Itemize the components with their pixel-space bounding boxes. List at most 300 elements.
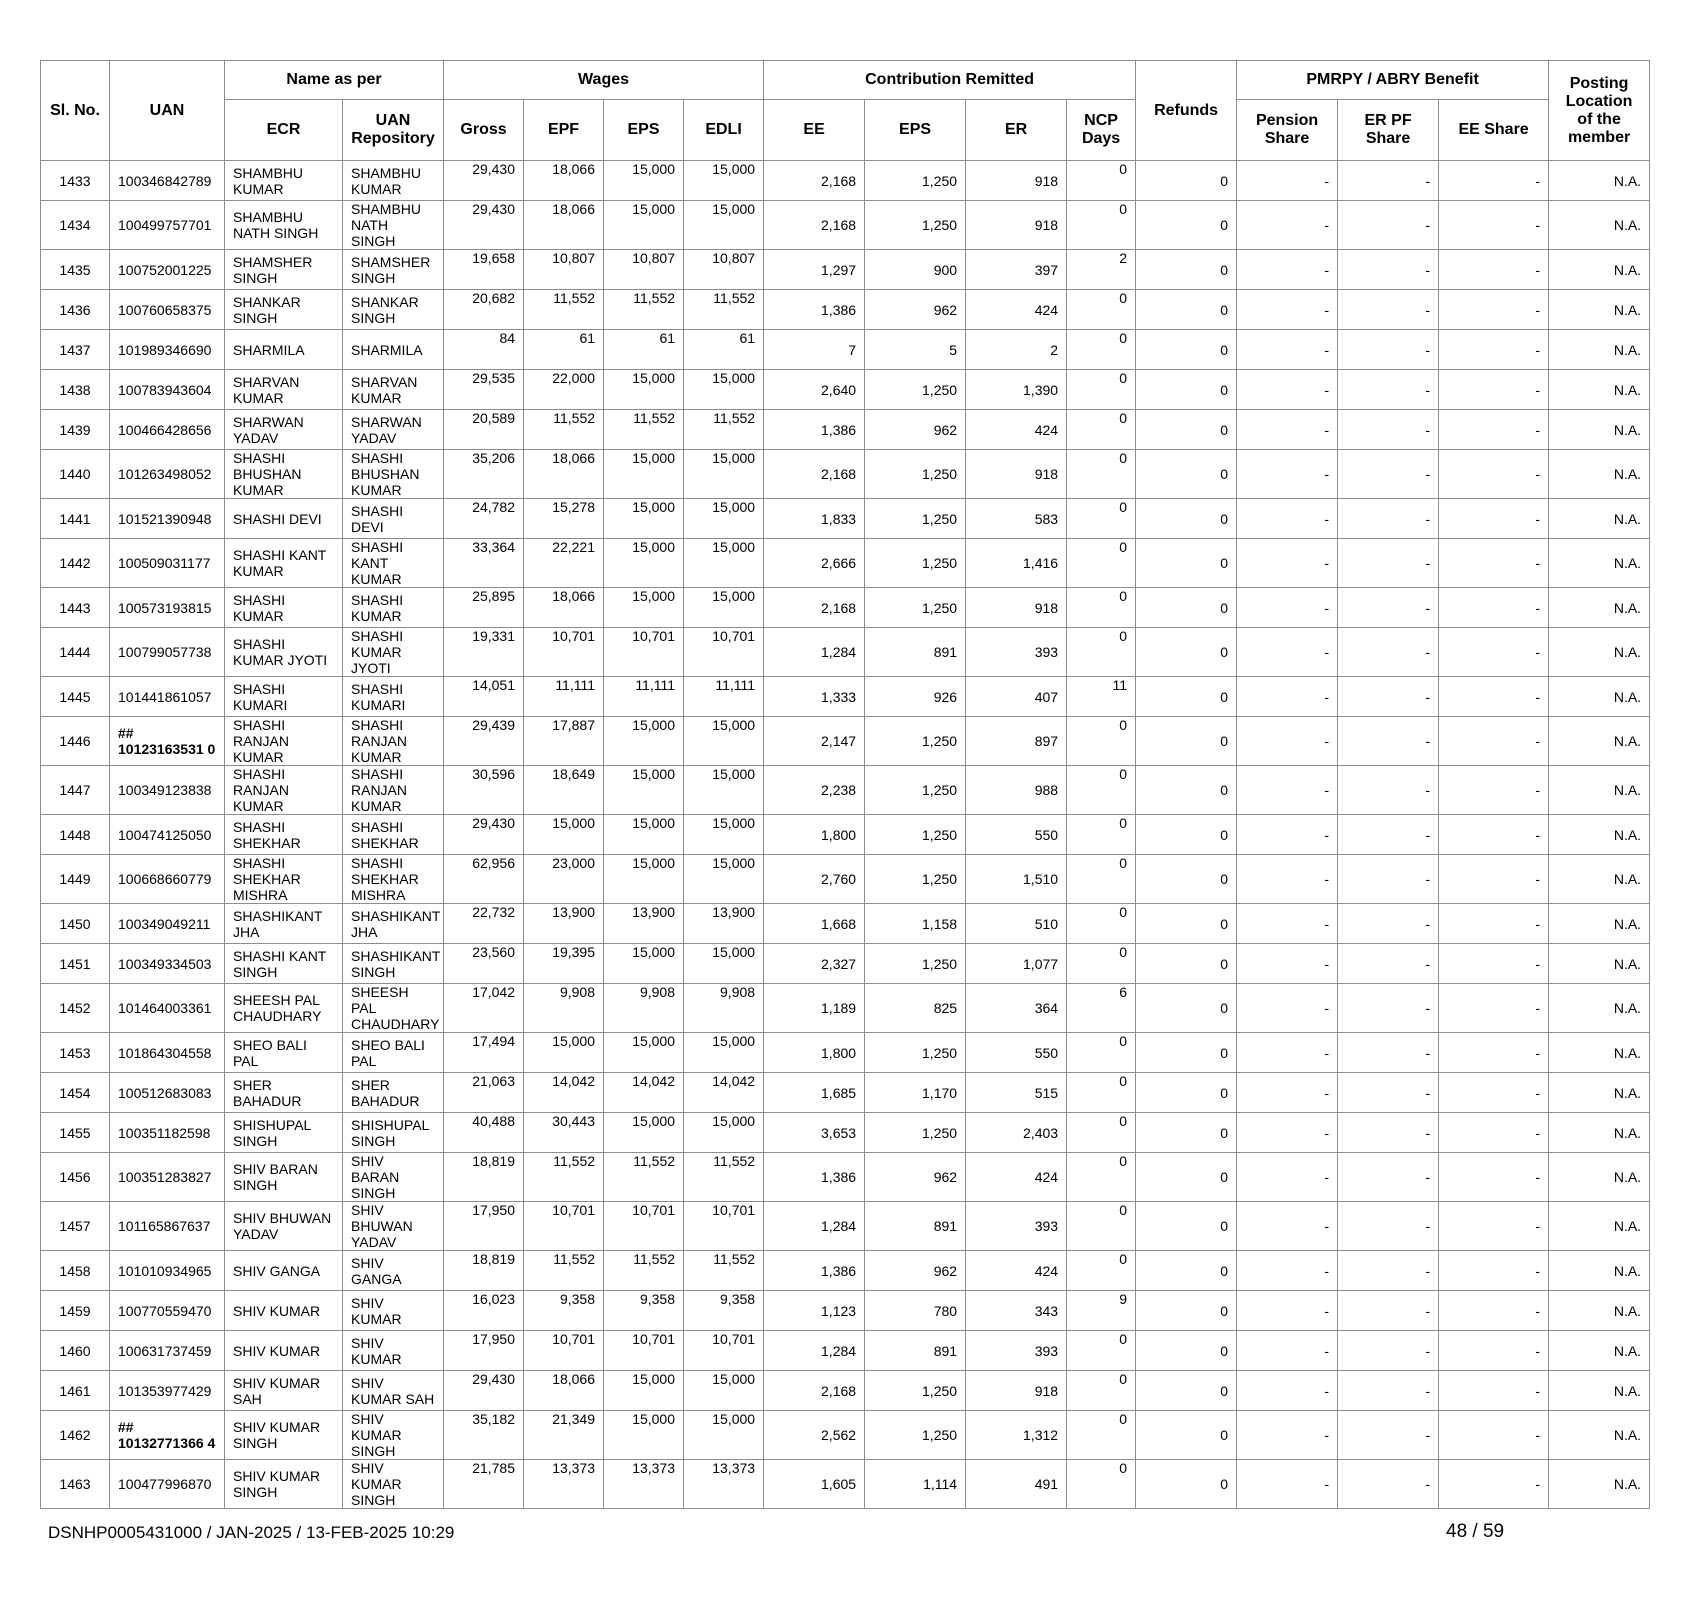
cell-sl-no: 1456 [41, 1153, 110, 1202]
cell-ee-share: - [1439, 1460, 1549, 1509]
cell-ncp-days: 11 [1067, 677, 1136, 717]
cell-posting-location: N.A. [1549, 1331, 1650, 1371]
cell-uan: 100573193815 [110, 588, 225, 628]
cell-epf: 10,701 [524, 628, 604, 677]
cell-refunds: 0 [1136, 201, 1237, 250]
cell-epf: 15,000 [524, 1033, 604, 1073]
cell-contribution-eps: 1,250 [865, 944, 966, 984]
cell-uan: 101010934965 [110, 1251, 225, 1291]
cell-pension-share: - [1237, 1113, 1338, 1153]
cell-epf: 14,042 [524, 1073, 604, 1113]
cell-eps: 15,000 [604, 201, 684, 250]
cell-refunds: 0 [1136, 1251, 1237, 1291]
cell-eps: 14,042 [604, 1073, 684, 1113]
cell-gross: 29,430 [444, 201, 524, 250]
cell-ncp-days: 9 [1067, 1291, 1136, 1331]
cell-er: 510 [966, 904, 1067, 944]
cell-refunds: 0 [1136, 161, 1237, 201]
cell-epf: 19,395 [524, 944, 604, 984]
cell-edli: 9,358 [684, 1291, 764, 1331]
cell-name-ecr: SHASHIKANT JHA [225, 904, 343, 944]
cell-pension-share: - [1237, 1371, 1338, 1411]
cell-uan: 100349334503 [110, 944, 225, 984]
cell-pension-share: - [1237, 161, 1338, 201]
cell-eps: 11,111 [604, 677, 684, 717]
cell-name-uan-repository: SHEO BALI PAL [343, 1033, 444, 1073]
cell-gross: 33,364 [444, 539, 524, 588]
cell-ee-share: - [1439, 410, 1549, 450]
table-row [41, 370, 1650, 410]
cell-ee-share: - [1439, 855, 1549, 904]
table-row [41, 1371, 1650, 1411]
cell-ee-share: - [1439, 1371, 1549, 1411]
cell-ncp-days: 0 [1067, 499, 1136, 539]
cell-name-uan-repository: SHIV KUMAR SINGH [343, 1411, 444, 1460]
cell-refunds: 0 [1136, 904, 1237, 944]
cell-epf: 9,358 [524, 1291, 604, 1331]
cell-eps: 13,900 [604, 904, 684, 944]
cell-er: 988 [966, 766, 1067, 815]
cell-contribution-eps: 1,250 [865, 717, 966, 766]
cell-uan: 101989346690 [110, 330, 225, 370]
cell-posting-location: N.A. [1549, 855, 1650, 904]
cell-ee: 1,297 [764, 250, 865, 290]
cell-er-pf-share: - [1338, 370, 1439, 410]
cell-posting-location: N.A. [1549, 815, 1650, 855]
cell-eps: 15,000 [604, 1113, 684, 1153]
cell-contribution-eps: 1,250 [865, 450, 966, 499]
cell-contribution-eps: 962 [865, 290, 966, 330]
cell-er: 424 [966, 1153, 1067, 1202]
cell-ee-share: - [1439, 1331, 1549, 1371]
cell-name-uan-repository: SHIV BHUWAN YADAV [343, 1202, 444, 1251]
cell-gross: 20,682 [444, 290, 524, 330]
table-row [41, 628, 1650, 677]
cell-er-pf-share: - [1338, 984, 1439, 1033]
cell-epf: 11,552 [524, 410, 604, 450]
cell-eps: 15,000 [604, 717, 684, 766]
cell-refunds: 0 [1136, 628, 1237, 677]
cell-contribution-eps: 900 [865, 250, 966, 290]
cell-posting-location: N.A. [1549, 1073, 1650, 1113]
cell-name-ecr: SHASHI SHEKHAR [225, 815, 343, 855]
cell-gross: 17,042 [444, 984, 524, 1033]
cell-pension-share: - [1237, 201, 1338, 250]
cell-ee-share: - [1439, 628, 1549, 677]
table-row [41, 410, 1650, 450]
cell-ee-share: - [1439, 944, 1549, 984]
cell-name-uan-repository: SHASHI BHUSHAN KUMAR [343, 450, 444, 499]
cell-pension-share: - [1237, 628, 1338, 677]
header-gross: Gross [444, 100, 524, 161]
cell-name-ecr: SHIV GANGA [225, 1251, 343, 1291]
cell-epf: 10,701 [524, 1202, 604, 1251]
cell-posting-location: N.A. [1549, 1371, 1650, 1411]
cell-er: 1,077 [966, 944, 1067, 984]
cell-ee: 1,800 [764, 1033, 865, 1073]
cell-uan: 100349049211 [110, 904, 225, 944]
cell-contribution-eps: 1,114 [865, 1460, 966, 1509]
cell-posting-location: N.A. [1549, 1291, 1650, 1331]
cell-ncp-days: 0 [1067, 370, 1136, 410]
cell-epf: 17,887 [524, 717, 604, 766]
cell-eps: 10,701 [604, 628, 684, 677]
cell-ncp-days: 0 [1067, 1113, 1136, 1153]
cell-er-pf-share: - [1338, 161, 1439, 201]
cell-er: 1,416 [966, 539, 1067, 588]
cell-er-pf-share: - [1338, 410, 1439, 450]
cell-ee-share: - [1439, 717, 1549, 766]
cell-name-uan-repository: SHARVAN KUMAR [343, 370, 444, 410]
cell-ncp-days: 0 [1067, 855, 1136, 904]
cell-edli: 61 [684, 330, 764, 370]
cell-er-pf-share: - [1338, 628, 1439, 677]
table-row [41, 499, 1650, 539]
cell-posting-location: N.A. [1549, 250, 1650, 290]
cell-er: 424 [966, 290, 1067, 330]
cell-ee-share: - [1439, 290, 1549, 330]
cell-ee: 2,168 [764, 450, 865, 499]
cell-er-pf-share: - [1338, 499, 1439, 539]
cell-sl-no: 1461 [41, 1371, 110, 1411]
cell-refunds: 0 [1136, 1331, 1237, 1371]
cell-gross: 16,023 [444, 1291, 524, 1331]
header-ee-share: EE Share [1439, 100, 1549, 161]
cell-sl-no: 1454 [41, 1073, 110, 1113]
cell-eps: 13,373 [604, 1460, 684, 1509]
cell-name-ecr: SHAMBHU KUMAR [225, 161, 343, 201]
table-row [41, 944, 1650, 984]
cell-ee: 2,168 [764, 1371, 865, 1411]
cell-ee: 2,327 [764, 944, 865, 984]
cell-name-uan-repository: SHASHI SHEKHAR [343, 815, 444, 855]
cell-er: 918 [966, 201, 1067, 250]
header-name-as-per: Name as per [225, 61, 444, 100]
cell-contribution-eps: 1,250 [865, 161, 966, 201]
cell-name-uan-repository: SHIV KUMAR SAH [343, 1371, 444, 1411]
cell-gross: 29,439 [444, 717, 524, 766]
cell-refunds: 0 [1136, 766, 1237, 815]
cell-name-ecr: SHEO BALI PAL [225, 1033, 343, 1073]
cell-ee: 1,668 [764, 904, 865, 944]
cell-sl-no: 1452 [41, 984, 110, 1033]
cell-er: 424 [966, 410, 1067, 450]
cell-ee: 1,386 [764, 1251, 865, 1291]
cell-refunds: 0 [1136, 450, 1237, 499]
cell-pension-share: - [1237, 815, 1338, 855]
cell-ee: 3,653 [764, 1113, 865, 1153]
cell-posting-location: N.A. [1549, 1202, 1650, 1251]
cell-edli: 10,701 [684, 628, 764, 677]
header-er-pf-share: ER PF Share [1338, 100, 1439, 161]
cell-ee: 2,238 [764, 766, 865, 815]
cell-posting-location: N.A. [1549, 944, 1650, 984]
cell-contribution-eps: 962 [865, 1251, 966, 1291]
cell-epf: 22,000 [524, 370, 604, 410]
table-row [41, 1153, 1650, 1202]
cell-sl-no: 1436 [41, 290, 110, 330]
cell-ee: 1,284 [764, 628, 865, 677]
cell-uan: 100509031177 [110, 539, 225, 588]
cell-epf: 18,066 [524, 588, 604, 628]
cell-eps: 15,000 [604, 1411, 684, 1460]
cell-er-pf-share: - [1338, 1113, 1439, 1153]
cell-er-pf-share: - [1338, 815, 1439, 855]
cell-er-pf-share: - [1338, 1460, 1439, 1509]
table-body [41, 161, 1650, 1509]
cell-gross: 40,488 [444, 1113, 524, 1153]
cell-gross: 19,331 [444, 628, 524, 677]
cell-pension-share: - [1237, 1202, 1338, 1251]
cell-edli: 10,807 [684, 250, 764, 290]
cell-posting-location: N.A. [1549, 766, 1650, 815]
cell-posting-location: N.A. [1549, 984, 1650, 1033]
cell-name-ecr: SHER BAHADUR [225, 1073, 343, 1113]
cell-posting-location: N.A. [1549, 1251, 1650, 1291]
cell-sl-no: 1459 [41, 1291, 110, 1331]
cell-epf: 11,552 [524, 1153, 604, 1202]
cell-refunds: 0 [1136, 984, 1237, 1033]
cell-name-uan-repository: SHASHI KUMAR [343, 588, 444, 628]
cell-pension-share: - [1237, 1291, 1338, 1331]
cell-gross: 30,596 [444, 766, 524, 815]
cell-ee-share: - [1439, 330, 1549, 370]
cell-posting-location: N.A. [1549, 161, 1650, 201]
table-row [41, 717, 1650, 766]
cell-pension-share: - [1237, 290, 1338, 330]
cell-edli: 15,000 [684, 1371, 764, 1411]
cell-ncp-days: 0 [1067, 904, 1136, 944]
cell-ee-share: - [1439, 904, 1549, 944]
cell-posting-location: N.A. [1549, 290, 1650, 330]
cell-ee-share: - [1439, 250, 1549, 290]
cell-er: 550 [966, 815, 1067, 855]
cell-uan: 100351283827 [110, 1153, 225, 1202]
page-number: 48 / 59 [1446, 1521, 1505, 1542]
cell-edli: 15,000 [684, 370, 764, 410]
cell-pension-share: - [1237, 450, 1338, 499]
cell-gross: 24,782 [444, 499, 524, 539]
cell-er: 1,510 [966, 855, 1067, 904]
cell-ee-share: - [1439, 1033, 1549, 1073]
cell-uan: 100770559470 [110, 1291, 225, 1331]
cell-edli: 10,701 [684, 1202, 764, 1251]
cell-sl-no: 1458 [41, 1251, 110, 1291]
table-row [41, 677, 1650, 717]
cell-gross: 20,589 [444, 410, 524, 450]
cell-ncp-days: 0 [1067, 628, 1136, 677]
header-uan: UAN [110, 61, 225, 161]
cell-er-pf-share: - [1338, 717, 1439, 766]
cell-refunds: 0 [1136, 370, 1237, 410]
cell-refunds: 0 [1136, 1411, 1237, 1460]
cell-ee: 2,147 [764, 717, 865, 766]
cell-er: 918 [966, 161, 1067, 201]
cell-er: 918 [966, 450, 1067, 499]
cell-contribution-eps: 1,250 [865, 1371, 966, 1411]
header-wages: Wages [444, 61, 764, 100]
cell-sl-no: 1434 [41, 201, 110, 250]
cell-ee: 7 [764, 330, 865, 370]
cell-name-ecr: SHARWAN YADAV [225, 410, 343, 450]
cell-eps: 11,552 [604, 1153, 684, 1202]
cell-ee-share: - [1439, 1251, 1549, 1291]
cell-contribution-eps: 1,250 [865, 539, 966, 588]
cell-gross: 62,956 [444, 855, 524, 904]
cell-refunds: 0 [1136, 539, 1237, 588]
cell-ee: 1,333 [764, 677, 865, 717]
cell-sl-no: 1449 [41, 855, 110, 904]
cell-gross: 84 [444, 330, 524, 370]
cell-uan: 100477996870 [110, 1460, 225, 1509]
cell-epf: 11,111 [524, 677, 604, 717]
cell-edli: 15,000 [684, 161, 764, 201]
cell-eps: 15,000 [604, 815, 684, 855]
cell-pension-share: - [1237, 1411, 1338, 1460]
cell-pension-share: - [1237, 539, 1338, 588]
cell-name-ecr: SHAMBHU NATH SINGH [225, 201, 343, 250]
header-refunds: Refunds [1136, 61, 1237, 161]
cell-name-uan-repository: SHARMILA [343, 330, 444, 370]
cell-edli: 15,000 [684, 1033, 764, 1073]
cell-uan: 100466428656 [110, 410, 225, 450]
cell-uan: 100799057738 [110, 628, 225, 677]
cell-pension-share: - [1237, 717, 1338, 766]
cell-contribution-eps: 891 [865, 1202, 966, 1251]
cell-eps: 11,552 [604, 290, 684, 330]
cell-edli: 15,000 [684, 766, 764, 815]
cell-er-pf-share: - [1338, 250, 1439, 290]
cell-pension-share: - [1237, 330, 1338, 370]
cell-uan: 101353977429 [110, 1371, 225, 1411]
ecr-table [40, 60, 1650, 1509]
cell-epf: 13,900 [524, 904, 604, 944]
cell-er: 1,390 [966, 370, 1067, 410]
cell-refunds: 0 [1136, 1153, 1237, 1202]
cell-posting-location: N.A. [1549, 201, 1650, 250]
cell-contribution-eps: 1,250 [865, 855, 966, 904]
cell-sl-no: 1463 [41, 1460, 110, 1509]
cell-sl-no: 1453 [41, 1033, 110, 1073]
cell-uan: ## 10123163531 0 [110, 717, 225, 766]
cell-edli: 11,111 [684, 677, 764, 717]
cell-edli: 15,000 [684, 201, 764, 250]
cell-ee: 1,284 [764, 1202, 865, 1251]
cell-edli: 11,552 [684, 1251, 764, 1291]
cell-pension-share: - [1237, 1460, 1338, 1509]
cell-sl-no: 1444 [41, 628, 110, 677]
cell-refunds: 0 [1136, 1113, 1237, 1153]
cell-refunds: 0 [1136, 1371, 1237, 1411]
cell-ee: 2,168 [764, 161, 865, 201]
cell-sl-no: 1455 [41, 1113, 110, 1153]
table-row [41, 588, 1650, 628]
cell-name-ecr: SHIV KUMAR [225, 1291, 343, 1331]
cell-name-ecr: SHISHUPAL SINGH [225, 1113, 343, 1153]
cell-uan: 101165867637 [110, 1202, 225, 1251]
cell-sl-no: 1433 [41, 161, 110, 201]
cell-refunds: 0 [1136, 717, 1237, 766]
cell-contribution-eps: 1,250 [865, 1113, 966, 1153]
cell-name-uan-repository: SHASHI KANT KUMAR [343, 539, 444, 588]
cell-posting-location: N.A. [1549, 450, 1650, 499]
cell-gross: 25,895 [444, 588, 524, 628]
cell-er: 2 [966, 330, 1067, 370]
cell-ee-share: - [1439, 588, 1549, 628]
cell-uan: 100631737459 [110, 1331, 225, 1371]
cell-sl-no: 1457 [41, 1202, 110, 1251]
cell-epf: 18,066 [524, 450, 604, 499]
cell-refunds: 0 [1136, 410, 1237, 450]
cell-er-pf-share: - [1338, 766, 1439, 815]
cell-epf: 18,066 [524, 161, 604, 201]
cell-ee-share: - [1439, 1291, 1549, 1331]
cell-refunds: 0 [1136, 499, 1237, 539]
cell-name-uan-repository: SHIV KUMAR [343, 1291, 444, 1331]
cell-epf: 18,649 [524, 766, 604, 815]
cell-contribution-eps: 1,250 [865, 201, 966, 250]
cell-gross: 29,430 [444, 161, 524, 201]
cell-epf: 9,908 [524, 984, 604, 1033]
cell-edli: 11,552 [684, 1153, 764, 1202]
cell-edli: 15,000 [684, 717, 764, 766]
cell-contribution-eps: 962 [865, 410, 966, 450]
cell-ee: 1,386 [764, 410, 865, 450]
cell-name-uan-repository: SHARWAN YADAV [343, 410, 444, 450]
cell-ee: 1,605 [764, 1460, 865, 1509]
cell-name-ecr: SHASHI KUMARI [225, 677, 343, 717]
cell-eps: 15,000 [604, 161, 684, 201]
cell-name-ecr: SHIV KUMAR SINGH [225, 1460, 343, 1509]
cell-epf: 10,701 [524, 1331, 604, 1371]
cell-name-ecr: SHIV KUMAR SAH [225, 1371, 343, 1411]
cell-name-uan-repository: SHASHI RANJAN KUMAR [343, 766, 444, 815]
cell-name-uan-repository: SHIV KUMAR [343, 1331, 444, 1371]
cell-er: 393 [966, 628, 1067, 677]
cell-name-ecr: SHAMSHER SINGH [225, 250, 343, 290]
cell-posting-location: N.A. [1549, 1113, 1650, 1153]
cell-uan: 100351182598 [110, 1113, 225, 1153]
cell-uan: 101521390948 [110, 499, 225, 539]
cell-name-ecr: SHASHI KANT KUMAR [225, 539, 343, 588]
cell-gross: 35,206 [444, 450, 524, 499]
cell-contribution-eps: 1,250 [865, 370, 966, 410]
cell-refunds: 0 [1136, 1291, 1237, 1331]
cell-pension-share: - [1237, 855, 1338, 904]
cell-contribution-eps: 780 [865, 1291, 966, 1331]
cell-pension-share: - [1237, 499, 1338, 539]
cell-uan: 100499757701 [110, 201, 225, 250]
cell-refunds: 0 [1136, 855, 1237, 904]
cell-er: 918 [966, 588, 1067, 628]
cell-ee: 1,685 [764, 1073, 865, 1113]
cell-name-ecr: SHASHI KUMAR [225, 588, 343, 628]
cell-contribution-eps: 1,250 [865, 1411, 966, 1460]
cell-er-pf-share: - [1338, 1371, 1439, 1411]
cell-edli: 15,000 [684, 1113, 764, 1153]
cell-pension-share: - [1237, 766, 1338, 815]
cell-eps: 15,000 [604, 944, 684, 984]
cell-uan: ## 10132771366 4 [110, 1411, 225, 1460]
cell-pension-share: - [1237, 1251, 1338, 1291]
cell-posting-location: N.A. [1549, 1460, 1650, 1509]
cell-epf: 18,066 [524, 201, 604, 250]
cell-gross: 18,819 [444, 1251, 524, 1291]
cell-er-pf-share: - [1338, 677, 1439, 717]
header-posting-location: Posting Location of the member [1549, 61, 1650, 161]
cell-er-pf-share: - [1338, 201, 1439, 250]
cell-refunds: 0 [1136, 1073, 1237, 1113]
